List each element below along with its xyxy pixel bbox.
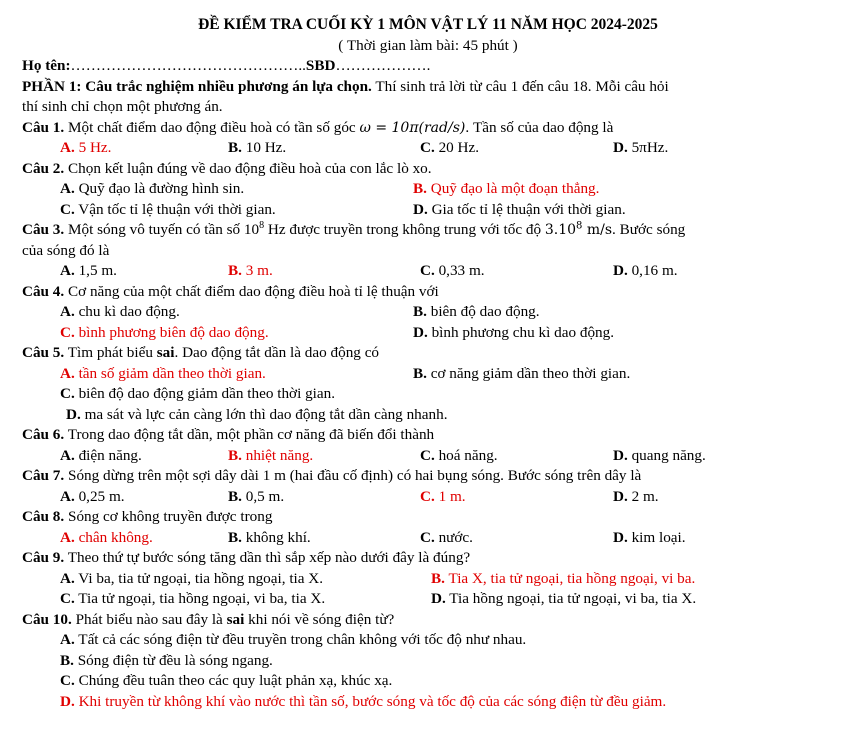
- question-number: Câu 7.: [22, 467, 65, 484]
- question-number: Câu 6.: [22, 426, 65, 443]
- option-c[interactable]: C. Tia tử ngoại, tia hồng ngoại, vi ba, tia X.: [60, 590, 326, 607]
- option-b[interactable]: B. Quỹ đạo là một đoạn thẳng.: [413, 180, 600, 197]
- question-number: Câu 5.: [22, 344, 65, 361]
- options-q3: [22, 261, 834, 282]
- exam-time: ( Thời gian làm bài: 45 phút ): [338, 37, 518, 54]
- option-d[interactable]: D. 2 m.: [613, 487, 659, 505]
- option-d[interactable]: D. quang năng.: [613, 446, 706, 464]
- question-text: Sóng cơ không truyền được trong: [64, 508, 273, 525]
- option-d[interactable]: D. Gia tốc tỉ lệ thuận với thời gian.: [413, 200, 626, 218]
- frequency-value: $10^8$: [243, 219, 265, 238]
- formula: ω = 10π(rad/s): [359, 119, 466, 136]
- question-3-cont: của sóng đó là: [22, 241, 110, 259]
- question-text: Một sóng vô tuyến có tần số: [64, 221, 244, 238]
- options-q1: [22, 138, 834, 159]
- option-c[interactable]: C. 20 Hz.: [420, 139, 480, 156]
- options-q8: [22, 528, 834, 549]
- name-label: Họ tên:: [22, 57, 71, 74]
- speed-value: 3.10$^8$ m/s: [544, 220, 613, 238]
- question-number: Câu 3.: [22, 221, 65, 238]
- option-d[interactable]: D. ma sát và lực cản càng lớn thì dao động tắt dần càng nhanh.: [66, 405, 448, 423]
- options-q2-row2: [22, 200, 834, 221]
- question-6: [22, 425, 834, 446]
- option-b[interactable]: B. Tia X, tia tử ngoại, tia hồng ngoại, vi ba.: [431, 569, 696, 587]
- option-a[interactable]: A. 5 Hz.: [60, 139, 112, 156]
- option-b[interactable]: B. nhiệt năng.: [228, 446, 314, 464]
- question-number: Câu 10.: [22, 610, 72, 628]
- options-q9-row1: [22, 569, 834, 590]
- option-c[interactable]: C. biên độ dao động giảm dần theo thời gian.: [60, 385, 336, 402]
- option-d[interactable]: D. Tia hồng ngoại, tia tử ngoại, vi ba, tia X.: [431, 590, 697, 607]
- student-info-line: [22, 56, 834, 77]
- option-b[interactable]: B. Sóng điện từ đều là sóng ngang.: [60, 651, 273, 669]
- option-d[interactable]: D. bình phương chu kì dao động.: [413, 323, 615, 341]
- option-c[interactable]: C. 1 m.: [420, 487, 466, 505]
- option-c[interactable]: C. hoá năng.: [420, 446, 498, 464]
- option-a[interactable]: A. Vi ba, tia tử ngoại, tia hồng ngoại, tia X.: [60, 569, 324, 587]
- option-c[interactable]: C. Chúng đều tuân theo các quy luật phản xạ, khúc xạ.: [60, 672, 393, 689]
- options-q6: [22, 446, 834, 467]
- sbd-blank: ……………….: [335, 57, 431, 74]
- question-2: [22, 159, 834, 180]
- option-a[interactable]: A. 1,5 m.: [60, 262, 117, 279]
- option-d[interactable]: D. kim loại.: [613, 528, 686, 546]
- option-a[interactable]: A. 0,25 m.: [60, 487, 125, 505]
- question-text: Chọn kết luận đúng về dao động điều hoà của con lắc lò xo.: [64, 159, 432, 177]
- part1-instruction: Thí sinh trả lời từ câu 1 đến câu 18. Mỗi câu hỏi: [371, 77, 669, 95]
- option-c[interactable]: C. nước.: [420, 528, 473, 546]
- options-q9-row2: [22, 589, 834, 610]
- part1-heading: [22, 77, 834, 98]
- question-text: Trong dao động tắt dần, một phần cơ năng đã biến đổi thành: [64, 426, 435, 443]
- question-text: Một chất điểm dao động điều hoà có tần số góc: [64, 118, 360, 136]
- option-d[interactable]: D. 0,16 m.: [613, 262, 678, 279]
- question-text-end: . Tần số của dao động là: [465, 118, 614, 136]
- sbd-label: SBD: [305, 57, 336, 74]
- question-text: Theo thứ tự bước sóng tăng dần thì sắp xếp nào dưới đây là đúng?: [64, 549, 471, 566]
- question-5: Câu 5. Tìm phát biểu sai. Dao động tắt dần là dao động có: [22, 344, 380, 361]
- question-3: Câu 3. Một sóng vô tuyến có tần số $10^8$ Hz được truyền trong không trung với tốc độ 3.10$^8$ m/s. Bước sóng: [22, 219, 686, 238]
- option-d[interactable]: D. Khi truyền từ không khí vào nước thì tần số, bước sóng và tốc độ của các sóng điện từ đều giảm.: [60, 692, 667, 710]
- option-b[interactable]: B. biên độ dao động.: [413, 303, 540, 320]
- part1-title: PHẦN 1: Câu trắc nghiệm nhiều phương án lựa chọn.: [22, 77, 372, 95]
- name-blank: ………………………………………..: [70, 57, 306, 74]
- options-q4-row1: [22, 302, 834, 323]
- options-q5-row1: [22, 364, 834, 385]
- option-a[interactable]: A. chu kì dao động.: [60, 303, 180, 320]
- exam-title: ĐỀ KIỂM TRA CUỐI KỲ 1 MÔN VẬT LÝ 11 NĂM HỌC 2024-2025: [198, 16, 658, 33]
- question-9: [22, 548, 834, 569]
- option-c[interactable]: C. bình phương biên độ dao động.: [60, 323, 269, 341]
- question-7: [22, 466, 834, 487]
- option-c[interactable]: C. Vận tốc tỉ lệ thuận với thời gian.: [60, 200, 276, 218]
- question-4: [22, 282, 834, 303]
- question-1: [22, 118, 834, 139]
- question-number: Câu 2.: [22, 159, 65, 177]
- option-c[interactable]: C. 0,33 m.: [420, 262, 485, 279]
- question-text: Cơ năng của một chất điểm dao động điều hoà tỉ lệ thuận với: [64, 282, 439, 300]
- question-text: Phát biểu nào sau đây là: [71, 610, 227, 628]
- question-text: Sóng dừng trên một sợi dây dài 1 m (hai đầu cố định) có hai bụng sóng. Bước sóng trên dây là: [64, 467, 642, 484]
- option-a[interactable]: A. Quỹ đạo là đường hình sin.: [60, 180, 245, 197]
- option-a[interactable]: A. Tất cả các sóng điện từ đều truyền trong chân không với tốc độ như nhau.: [60, 631, 527, 648]
- question-number: Câu 8.: [22, 508, 65, 525]
- emphasis-sai: sai: [156, 344, 175, 361]
- emphasis-sai: sai: [226, 610, 245, 628]
- options-q2-row1: [22, 179, 834, 200]
- exam-page: [22, 14, 834, 712]
- option-d[interactable]: D. 5πHz.: [613, 139, 669, 156]
- option-a[interactable]: A. điện năng.: [60, 446, 142, 464]
- option-a[interactable]: A. chân không.: [60, 528, 153, 546]
- question-10: Câu 10. Phát biểu nào sau đây là sai khi nói về sóng điện từ?: [22, 610, 395, 628]
- question-number: Câu 9.: [22, 549, 65, 566]
- options-q4-row2: [22, 323, 834, 344]
- option-b[interactable]: B. 3 m.: [228, 262, 273, 279]
- option-b[interactable]: B. 10 Hz.: [228, 139, 287, 156]
- option-b[interactable]: B. cơ năng giảm dần theo thời gian.: [413, 364, 631, 382]
- question-8: [22, 507, 834, 528]
- options-q7: [22, 487, 834, 508]
- option-b[interactable]: B. 0,5 m.: [228, 487, 285, 505]
- question-number: Câu 4.: [22, 282, 65, 300]
- question-number: Câu 1.: [22, 118, 65, 136]
- part1-instruction-cont: thí sinh chỉ chọn một phương án.: [22, 98, 223, 115]
- question-text: Tìm phát biểu: [64, 344, 157, 361]
- option-a[interactable]: A. tần số giảm dần theo thời gian.: [60, 364, 266, 382]
- option-b[interactable]: B. không khí.: [228, 528, 311, 546]
